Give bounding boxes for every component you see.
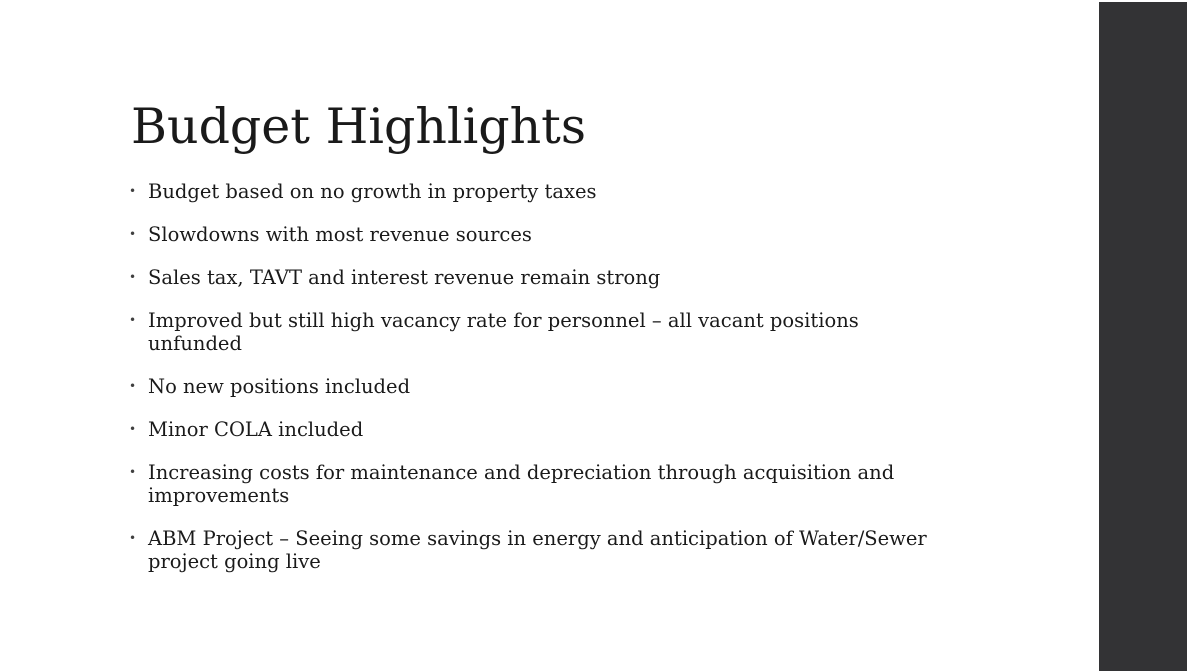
bullet-item xyxy=(127,418,947,441)
slide-title: Budget Highlights xyxy=(131,98,586,155)
bullet-dot-icon: • xyxy=(129,531,137,545)
bullet-text: Budget based on no growth in property taxes xyxy=(148,180,597,203)
bullet-text: No new positions included xyxy=(148,375,411,398)
bullet-dot-icon: • xyxy=(129,270,137,284)
bullet-dot-icon: • xyxy=(129,313,137,327)
bullet-item xyxy=(127,180,947,203)
bullet-text: Minor COLA included xyxy=(148,418,364,441)
bullet-item xyxy=(127,527,947,573)
bullet-dot-icon: • xyxy=(129,184,137,198)
bullet-text: Sales tax, TAVT and interest revenue remain strong xyxy=(148,266,661,289)
bullet-dot-icon: • xyxy=(129,465,137,479)
bullet-text: Improved but still high vacancy rate for personnel – all vacant positions unfunded xyxy=(148,309,859,355)
bullet-text: Increasing costs for maintenance and depreciation through acquisition and improvements xyxy=(148,461,895,507)
bullet-dot-icon: • xyxy=(129,379,137,393)
bullet-text: ABM Project – Seeing some savings in energy and anticipation of Water/Sewer project going live xyxy=(148,527,927,573)
decorative-side-band xyxy=(1099,2,1187,671)
bullet-item xyxy=(127,309,947,355)
bullet-item xyxy=(127,266,947,289)
bullet-text: Slowdowns with most revenue sources xyxy=(148,223,532,246)
bullet-item xyxy=(127,461,947,507)
bullet-dot-icon: • xyxy=(129,227,137,241)
bullet-list xyxy=(127,180,947,593)
bullet-item xyxy=(127,223,947,246)
bullet-dot-icon: • xyxy=(129,422,137,436)
bullet-item xyxy=(127,375,947,398)
